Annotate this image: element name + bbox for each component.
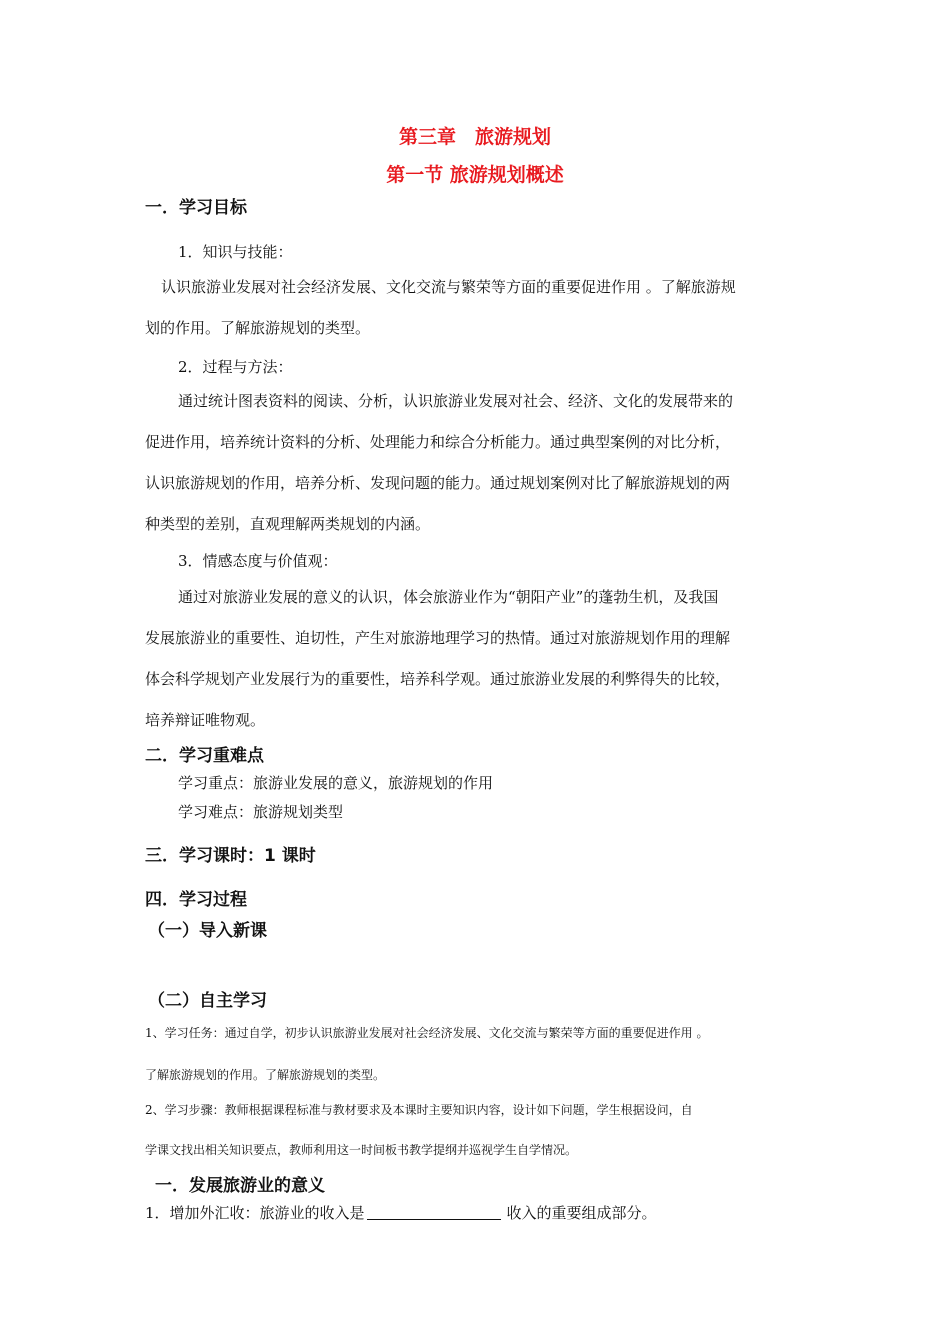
fill-in-blank[interactable] bbox=[367, 1205, 501, 1220]
subheading-knowledge: 1．知识与技能： bbox=[178, 243, 293, 261]
question-1 bbox=[145, 1202, 657, 1223]
part-self-study: （二）自主学习 bbox=[148, 991, 267, 1011]
paragraph-line: 培养辩证唯物观。 bbox=[145, 711, 266, 729]
task-line: 了解旅游规划的作用。了解旅游规划的类型。 bbox=[145, 1068, 386, 1082]
task-line: 1、学习任务：通过自学，初步认识旅游业发展对社会经济发展、文化交流与繁荣等方面的重要促进作用 。 bbox=[145, 1026, 709, 1040]
part-intro: （一）导入新课 bbox=[148, 921, 267, 941]
question-1-prefix: 1．增加外汇收：旅游业的收入是 bbox=[145, 1204, 365, 1222]
paragraph-line: 通过统计图表资料的阅读、分析，认识旅游业发展对社会、经济、文化的发展带来的 bbox=[178, 392, 734, 410]
paragraph-line: 认识旅游业发展对社会经济发展、文化交流与繁荣等方面的重要促进作用 。了解旅游规 bbox=[161, 278, 736, 296]
step-line: 2、学习步骤：教师根据课程标准与教材要求及本课时主要知识内容，设计如下问题，学生根据设问，自 bbox=[145, 1103, 693, 1117]
paragraph-line: 通过对旅游业发展的意义的认识，体会旅游业作为“朝阳产业”的蓬勃生机，及我国 bbox=[178, 588, 719, 606]
subheading-attitude: 3．情感态度与价值观： bbox=[178, 552, 338, 570]
heading-class-hours: 三．学习课时：1 课时 bbox=[145, 846, 316, 866]
difficult-point-line: 学习难点：旅游规划类型 bbox=[178, 803, 344, 821]
heading-learning-process: 四．学习过程 bbox=[145, 890, 247, 910]
heading-learning-goals: 一．学习目标 bbox=[145, 198, 247, 218]
question-1-suffix: 收入的重要组成部分。 bbox=[506, 1204, 657, 1222]
step-line: 学课文找出相关知识要点，教师利用这一时间板书教学提纲并巡视学生自学情况。 bbox=[145, 1143, 578, 1157]
paragraph-line: 发展旅游业的重要性、迫切性，产生对旅游地理学习的热情。通过对旅游规划作用的理解 bbox=[145, 629, 731, 647]
section-title: 第一节 旅游规划概述 bbox=[386, 164, 564, 186]
heading-key-points: 二．学习重难点 bbox=[145, 746, 264, 766]
paragraph-line: 划的作用。了解旅游规划的类型。 bbox=[145, 319, 371, 337]
paragraph-line: 种类型的差别，直观理解两类规划的内涵。 bbox=[145, 515, 431, 533]
chapter-title: 第三章 旅游规划 bbox=[398, 126, 551, 148]
paragraph-line: 促进作用，培养统计资料的分析、处理能力和综合分析能力。通过典型案例的对比分析， bbox=[145, 433, 731, 451]
subheading-significance: 一．发展旅游业的意义 bbox=[155, 1176, 325, 1196]
paragraph-line: 体会科学规划产业发展行为的重要性，培养科学观。通过旅游业发展的利弊得失的比较， bbox=[145, 670, 731, 688]
key-point-line: 学习重点：旅游业发展的意义，旅游规划的作用 bbox=[178, 774, 494, 792]
subheading-process: 2．过程与方法： bbox=[178, 358, 293, 376]
paragraph-line: 认识旅游规划的作用，培养分析、发现问题的能力。通过规划案例对比了解旅游规划的两 bbox=[145, 474, 731, 492]
